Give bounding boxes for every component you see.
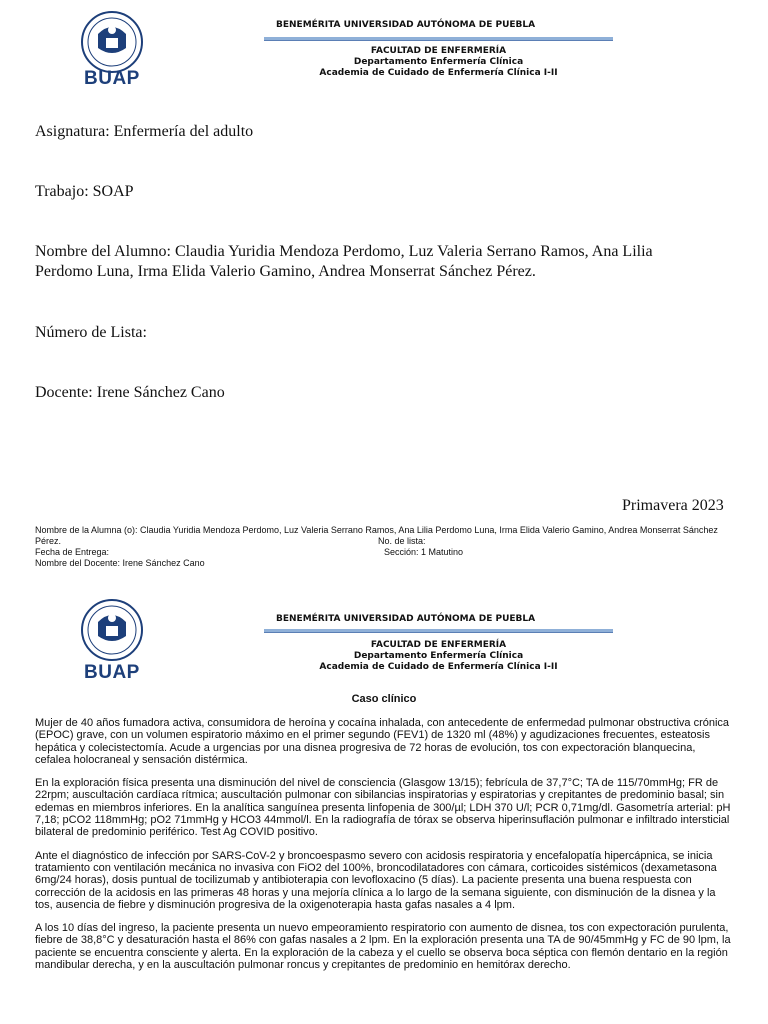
cover-docente: Docente: Irene Sánchez Cano	[35, 384, 225, 401]
case-paragraph-1: Mujer de 40 años fumadora activa, consumidora de heroína y cocaína inhalada, con antecedente de enfermedad pulmonar obstructiva crónica (EPOC) grave, con un volumen espiratorio máximo en el primer segundo (FEV1) de 1320 ml (48%) y agudizaciones frecuentes, esteatosis hepática y colecistectomía. Acude a urgencias por una disnea progresiva de 72 horas de evolución, tos con expectoración blanquecina, cefalea holocraneal y sensación distérmica.	[35, 717, 730, 766]
cover-alumno-line2: Perdomo Luna, Irma Elida Valerio Gamino, Andrea Monserrat Sánchez Pérez.	[35, 263, 536, 280]
info-docente: Nombre del Docente: Irene Sánchez Cano	[35, 558, 205, 568]
case-body	[35, 717, 733, 1024]
header-faculty-block	[264, 46, 613, 79]
faculty-name: FACULTAD DE ENFERMERÍA	[370, 640, 507, 650]
info-alumna: Nombre de la Alumna (o): Claudia Yuridia Mendoza Perdomo, Luz Valeria Serrano Ramos, Ana Lilia Perdomo Luna, Irma Elida Valerio Gamino, Andrea Monserrat Sánchez	[35, 525, 718, 535]
department-name: Departamento Enfermería Clínica	[353, 57, 524, 67]
case-title: Caso clínico	[351, 693, 417, 705]
cover-periodo: Primavera 2023	[622, 497, 724, 514]
info-seccion: Sección: 1 Matutino	[384, 547, 464, 557]
case-paragraph-3: Ante el diagnóstico de infección por SARS-CoV-2 y broncoespasmo severo con acidosis respiratoria y encefalopatía hipercápnica, se inicia tratamiento con ventilación mecánica no invasiva con FiO2 del 100%, broncodilatadores con cámara, corticoides sistémicos (dexametasona 6mg/24 horas), dosis puntual de tocilizumab y antibioterapia con levofloxacino (5 días). La paciente presenta una buena respuesta con corrección de la acidosis en las primeras 48 horas y una mejoría clínica a lo largo de la semana siguiente, con disminución de la disnea y la tos, ausencia de fiebre y disminución progresiva de la oxigenoterapia hasta gafas nasales a 4 lpm.	[35, 849, 717, 911]
department-name: Departamento Enfermería Clínica	[353, 651, 524, 661]
cover-numero-lista: Número de Lista:	[35, 324, 147, 341]
info-no-lista: No. de lista:	[378, 536, 426, 546]
header-1	[0, 0, 768, 100]
cover-trabajo: Trabajo: SOAP	[35, 183, 134, 200]
header-rule	[264, 37, 613, 41]
header-rule	[264, 629, 613, 633]
buap-logo-text: BUAP	[84, 68, 140, 89]
header-2	[0, 596, 768, 686]
buap-logo-text: BUAP	[84, 662, 140, 683]
info-alumna-cont: Pérez.	[35, 536, 62, 546]
info-fecha: Fecha de Entrega:	[35, 547, 110, 557]
case-paragraph-4: A los 10 días del ingreso, la paciente presenta un nuevo empeoramiento respiratorio con aumento de disnea, tos con expectoración purulenta, fiebre de 38,8°C y desaturación hasta el 86% con gafas nasales a 2 lpm. En la exploración presenta una TA de 90/45mmHg y FC de 90 lpm, la paciente se encuentra consciente y alerta. En la exploración de la cabeza y el cuello se observa boca séptica con flemón dentario en la región mandibular derecha, y en la auscultación pulmonar roncus y crepitantes de predominio en hemitórax derecho.	[35, 922, 731, 972]
cover-alumno-line1: Nombre del Alumno: Claudia Yuridia Mendoza Perdomo, Luz Valeria Serrano Ramos, Ana Lilia	[35, 243, 653, 260]
case-paragraph-2: En la exploración física presenta una disminución del nivel de consciencia (Glasgow 13/15); febrícula de 37,7°C; TA de 115/70mmHg; FR de 22rpm; auscultación cardíaca rítmica; auscultación pulmonar con sibilancias inspiratorias y espiratorias y crepitantes de predominio basal; sin edemas en miembros inferiores. En la analítica sanguínea presenta linfopenia de 300/µl; LDH 370 U/l; PCR 0,71mg/dl. Gasometría arterial: pH 7,18; pCO2 118mmHg; pO2 71mmHg y HCO3 44mmol/l. En la radiografía de tórax se observa hiperinsuflación pulmonar e infiltrado intersticial bilateral de predominio periférico. Test Ag COVID positivo.	[35, 777, 731, 839]
university-title: BENEMÉRITA UNIVERSIDAD AUTÓNOMA DE PUEBLA	[276, 20, 536, 30]
header-faculty-block	[264, 640, 613, 673]
university-title: BENEMÉRITA UNIVERSIDAD AUTÓNOMA DE PUEBLA	[276, 614, 536, 624]
academy-name: Academia de Cuidado de Enfermería Clínica I-II	[319, 662, 558, 672]
cover-asignatura: Asignatura: Enfermería del adulto	[35, 123, 254, 140]
faculty-name: FACULTAD DE ENFERMERÍA	[370, 46, 507, 56]
academy-name: Academia de Cuidado de Enfermería Clínica I-II	[319, 68, 558, 78]
cover-alumno	[35, 242, 755, 282]
